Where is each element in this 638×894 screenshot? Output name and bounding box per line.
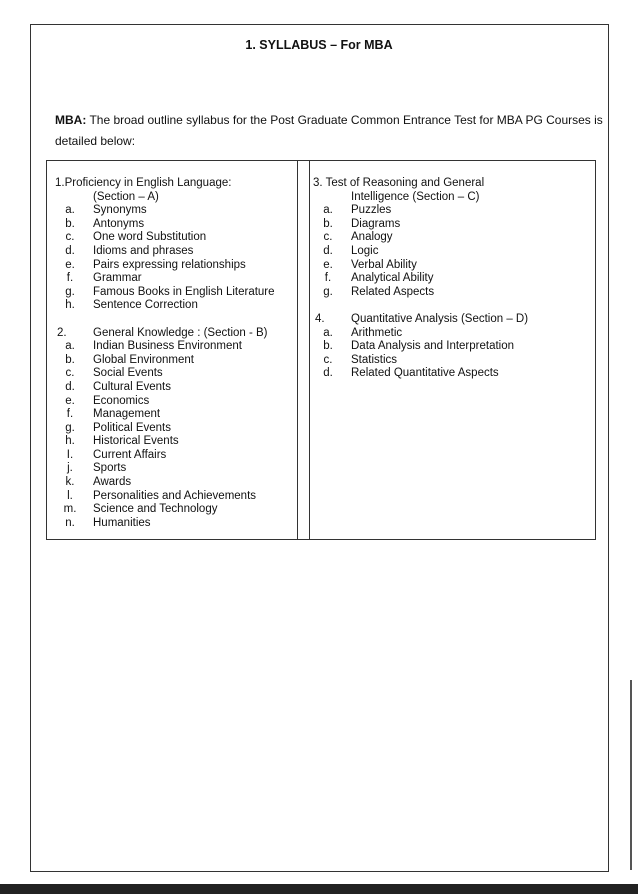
item-text: Social Events xyxy=(93,367,163,380)
section-a-heading: 1.Proficiency in English Language: xyxy=(55,177,232,189)
item-text: Sentence Correction xyxy=(93,299,198,312)
list-item xyxy=(55,285,275,300)
section-a-subheading: (Section – A) xyxy=(93,190,159,203)
item-text: Verbal Ability xyxy=(351,258,417,271)
scan-mark xyxy=(630,680,632,870)
list-item xyxy=(313,272,484,286)
item-text: Sports xyxy=(93,462,127,475)
item-text: Economics xyxy=(93,394,150,407)
section-b-list xyxy=(55,340,257,530)
section-c-heading: 3. Test of Reasoning and General xyxy=(313,177,485,189)
section-a-list xyxy=(55,204,275,313)
list-item xyxy=(55,462,231,476)
item-letter: a. xyxy=(323,326,333,339)
list-item xyxy=(313,245,484,259)
item-letter: a. xyxy=(65,204,75,217)
list-item xyxy=(55,422,231,436)
item-text: Related Quantitative Aspects xyxy=(351,367,499,380)
item-text: Famous Books in English Literature xyxy=(93,285,275,298)
item-text: Global Environment xyxy=(93,353,194,366)
item-letter: c. xyxy=(65,231,75,244)
item-letter: k. xyxy=(65,476,75,489)
section-c-list xyxy=(313,204,484,299)
item-text: Cultural Events xyxy=(93,380,171,393)
item-text: Analogy xyxy=(351,231,393,244)
item-letter: c. xyxy=(65,367,75,380)
item-text: Personalities and Achievements xyxy=(93,489,257,502)
list-item xyxy=(55,272,231,286)
page-title: 1. SYLLABUS – For MBA xyxy=(245,38,393,52)
item-text: Puzzles xyxy=(351,204,392,217)
item-text: Current Affairs xyxy=(93,448,167,461)
item-letter: I. xyxy=(66,448,74,461)
list-item xyxy=(313,286,484,300)
table-divider xyxy=(309,161,310,539)
item-text: Political Events xyxy=(93,421,171,434)
item-letter: b. xyxy=(323,217,333,230)
item-letter: a. xyxy=(65,340,75,353)
item-text: Historical Events xyxy=(93,435,179,448)
list-item xyxy=(313,340,515,354)
item-text: Analytical Ability xyxy=(351,272,434,285)
list-item xyxy=(313,259,484,273)
item-letter: l. xyxy=(67,489,73,502)
item-letter: n. xyxy=(65,516,75,529)
list-item xyxy=(55,381,231,395)
list-item xyxy=(55,258,246,273)
list-item xyxy=(55,408,231,422)
item-text: Management xyxy=(93,408,161,421)
section-b-number: 2. xyxy=(57,326,67,339)
list-item xyxy=(55,435,231,449)
item-letter: d. xyxy=(323,244,333,257)
item-text: Related Aspects xyxy=(351,285,435,298)
list-item xyxy=(55,245,231,259)
item-text: Synonyms xyxy=(93,204,147,217)
section-d-list xyxy=(313,326,515,381)
item-text: Statistics xyxy=(351,353,398,366)
right-column xyxy=(313,177,529,381)
item-letter: f. xyxy=(66,408,74,421)
intro-label: MBA: xyxy=(55,113,87,127)
list-item xyxy=(313,327,484,341)
section-c-subheading: Intelligence (Section – C) xyxy=(351,190,480,203)
item-letter: e. xyxy=(65,258,75,271)
syllabus-table xyxy=(46,160,596,540)
section-b-heading: General Knowledge : (Section - B) xyxy=(93,326,268,339)
list-item xyxy=(55,218,231,232)
item-text: Awards xyxy=(93,476,132,489)
list-item xyxy=(313,354,484,368)
item-text: Humanities xyxy=(93,516,151,529)
item-letter: e. xyxy=(65,394,75,407)
list-item xyxy=(55,489,257,504)
item-letter: e. xyxy=(323,258,333,271)
item-text: Logic xyxy=(351,244,379,257)
item-letter: m. xyxy=(63,503,77,516)
item-letter: f. xyxy=(66,272,74,285)
list-item xyxy=(313,367,499,381)
table-divider xyxy=(297,161,298,539)
item-letter: b. xyxy=(65,217,75,230)
item-letter: g. xyxy=(323,285,333,298)
item-letter: c. xyxy=(323,353,333,366)
item-text: One word Substitution xyxy=(93,231,207,244)
item-letter: d. xyxy=(65,380,75,393)
item-letter: b. xyxy=(323,340,333,353)
item-text: Antonyms xyxy=(93,217,145,230)
item-text: Data Analysis and Interpretation xyxy=(351,340,515,353)
list-item xyxy=(55,354,231,368)
list-item xyxy=(55,476,231,490)
intro-text: The broad outline syllabus for the Post Graduate Common Entrance Test for MBA PG Courses is detailed below: xyxy=(55,113,603,148)
item-letter: d. xyxy=(323,367,333,380)
item-letter: h. xyxy=(65,299,75,312)
item-text: Idioms and phrases xyxy=(93,244,194,257)
list-item xyxy=(313,218,484,232)
item-text: Science and Technology xyxy=(93,503,218,516)
item-letter: c. xyxy=(323,231,333,244)
item-letter: g. xyxy=(65,285,75,298)
item-letter: f. xyxy=(324,272,332,285)
list-item xyxy=(55,517,231,531)
list-item xyxy=(55,204,231,218)
list-item xyxy=(55,367,231,381)
item-letter: d. xyxy=(65,244,75,257)
list-item xyxy=(55,449,231,463)
item-letter: g. xyxy=(65,421,75,434)
item-text: Arithmetic xyxy=(351,326,403,339)
item-letter: b. xyxy=(65,353,75,366)
list-item xyxy=(313,231,484,245)
list-item xyxy=(55,299,231,313)
left-column xyxy=(55,177,275,530)
scan-bottom-edge xyxy=(0,884,638,894)
item-letter: a. xyxy=(323,204,333,217)
list-item xyxy=(313,204,484,218)
item-text: Indian Business Environment xyxy=(93,340,242,353)
item-letter: h. xyxy=(65,435,75,448)
section-d-number: 4. xyxy=(315,312,325,325)
item-text: Grammar xyxy=(93,272,142,285)
list-item xyxy=(55,395,231,409)
section-d-heading: Quantitative Analysis (Section – D) xyxy=(351,312,529,325)
item-text: Pairs expressing relationships xyxy=(93,258,246,271)
item-letter: j. xyxy=(67,462,73,475)
item-text: Diagrams xyxy=(351,217,401,230)
list-item xyxy=(55,503,231,517)
list-item xyxy=(55,340,242,354)
intro-paragraph xyxy=(55,110,605,152)
list-item xyxy=(55,231,231,245)
